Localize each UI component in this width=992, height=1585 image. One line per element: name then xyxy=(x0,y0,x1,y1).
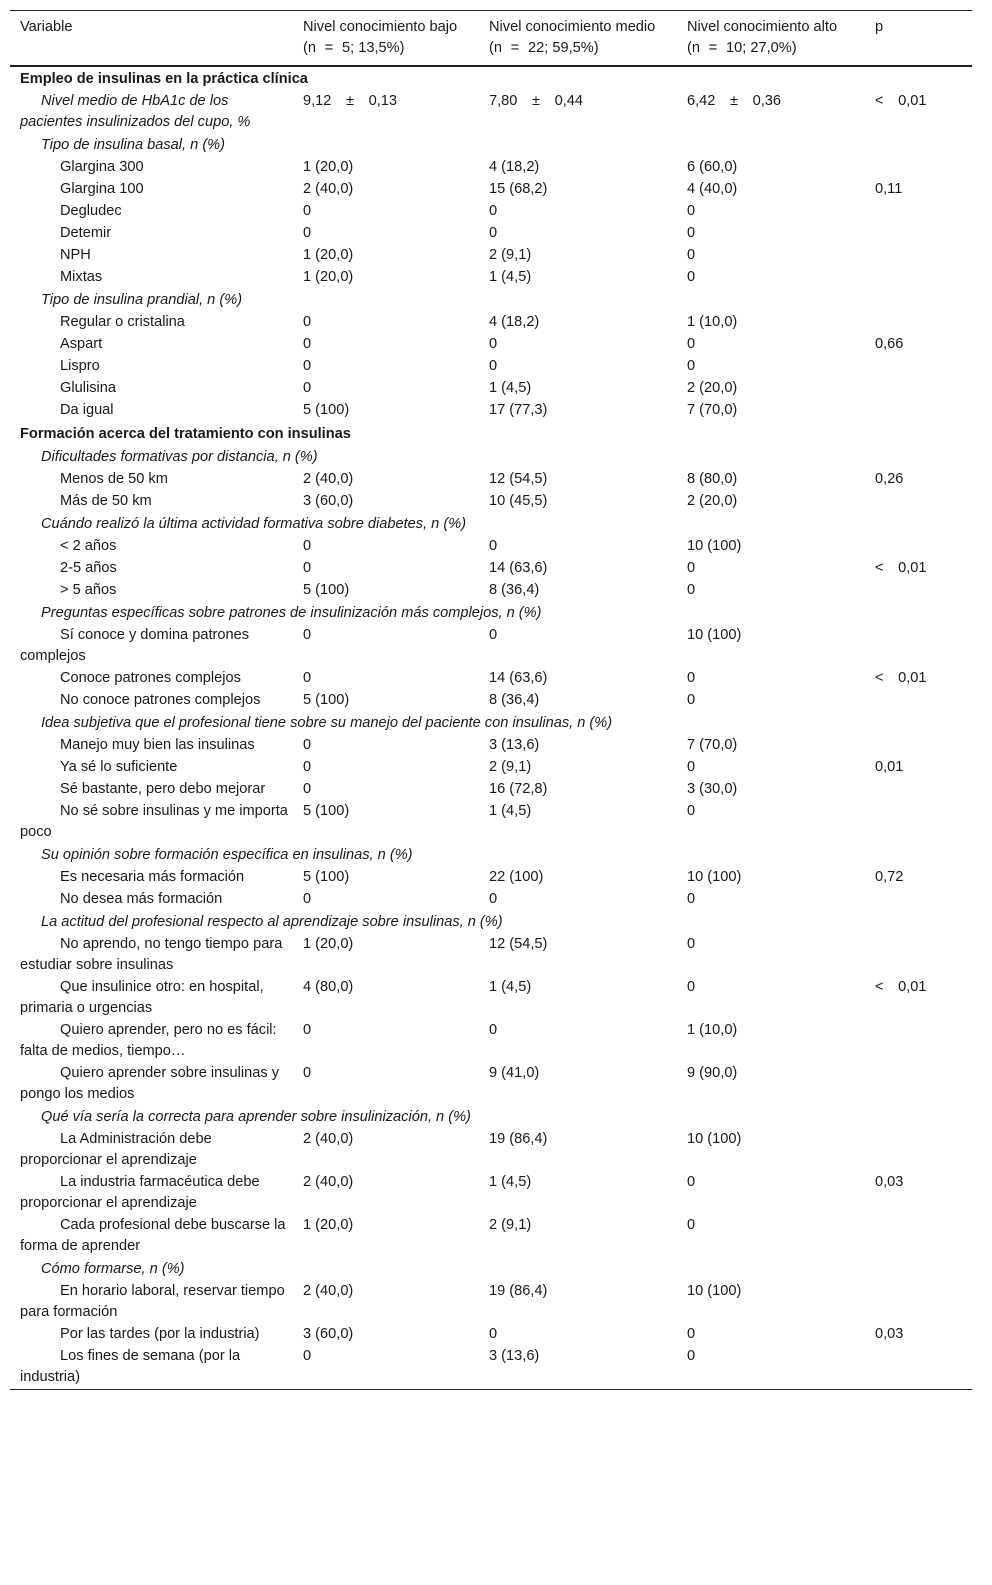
row-label: No conoce patrones complejos xyxy=(60,692,261,708)
cell-nivel-alto: 2 (20,0) xyxy=(687,493,738,509)
cell-nivel-alto: 0 xyxy=(687,670,696,686)
cell-nivel-alto: 7 (70,0) xyxy=(687,737,738,753)
cell-p-value: < 0,01 xyxy=(875,560,927,576)
cell-nivel-medio: 4 (18,2) xyxy=(489,314,540,330)
cell-p-value xyxy=(865,536,972,558)
row-label: Es necesaria más formación xyxy=(60,869,245,885)
cell-nivel-bajo: 0 xyxy=(303,891,312,907)
row-label: Por las tardes (por la industria) xyxy=(60,1326,260,1342)
cell-nivel-medio: 1 (4,5) xyxy=(489,269,532,285)
row-label: < 2 años xyxy=(60,538,117,554)
insulin-knowledge-table xyxy=(10,10,972,1390)
cell-nivel-bajo: 0 xyxy=(303,627,312,643)
row-label: Los fines de semana (por la industria) xyxy=(20,1348,241,1385)
cell-nivel-bajo: 2 (40,0) xyxy=(303,181,354,197)
cell-nivel-medio: 0 xyxy=(489,627,498,643)
table-row xyxy=(10,1324,972,1346)
cell-nivel-medio: 0 xyxy=(489,225,498,241)
cell-p-value xyxy=(865,1020,972,1063)
cell-nivel-medio: 1 (4,5) xyxy=(489,979,532,995)
cell-nivel-medio: 0 xyxy=(489,336,498,352)
cell-p-value xyxy=(865,1129,972,1172)
cell-nivel-bajo: 1 (20,0) xyxy=(303,269,354,285)
row-label: No sé sobre insulinas y me importa poco xyxy=(20,803,288,840)
cell-nivel-alto: 6,42 ± 0,36 xyxy=(687,93,782,109)
cell-nivel-bajo: 3 (60,0) xyxy=(303,493,354,509)
group-title: Tipo de insulina prandial, n (%) xyxy=(41,292,243,308)
cell-nivel-medio: 8 (36,4) xyxy=(489,692,540,708)
table-row xyxy=(10,1215,972,1258)
cell-p-value: 0,26 xyxy=(875,471,904,487)
row-label: Nivel medio de HbA1c de los pacientes insulinizados del cupo, % xyxy=(20,93,251,130)
section-header-row xyxy=(10,66,972,91)
table-row xyxy=(10,245,972,267)
cell-nivel-alto: 10 (100) xyxy=(687,538,742,554)
row-label: Menos de 50 km xyxy=(60,471,168,487)
group-header-row xyxy=(10,712,972,735)
table-row xyxy=(10,400,972,422)
cell-nivel-alto: 7 (70,0) xyxy=(687,402,738,418)
cell-nivel-medio: 0 xyxy=(489,891,498,907)
cell-p-value xyxy=(865,201,972,223)
table-row xyxy=(10,267,972,289)
cell-nivel-bajo: 0 xyxy=(303,336,312,352)
cell-nivel-medio: 0 xyxy=(489,358,498,374)
row-label: No aprendo, no tengo tiempo para estudiar sobre insulinas xyxy=(20,936,283,973)
row-label: Quiero aprender, pero no es fácil: falta de medios, tiempo… xyxy=(20,1022,277,1059)
table-row xyxy=(10,157,972,179)
cell-nivel-medio: 7,80 ± 0,44 xyxy=(489,93,584,109)
cell-nivel-bajo: 0 xyxy=(303,781,312,797)
row-label: Sí conoce y domina patrones complejos xyxy=(20,627,250,664)
cell-p-value xyxy=(865,625,972,668)
cell-nivel-alto: 10 (100) xyxy=(687,869,742,885)
table-row xyxy=(10,1063,972,1106)
cell-nivel-medio: 19 (86,4) xyxy=(489,1283,548,1299)
group-header-row xyxy=(10,1258,972,1281)
header-p: p xyxy=(875,19,884,35)
cell-p-value: 0,66 xyxy=(875,336,904,352)
cell-nivel-medio: 10 (45,5) xyxy=(489,493,548,509)
table-row xyxy=(10,91,972,134)
cell-nivel-alto: 0 xyxy=(687,336,696,352)
table-row xyxy=(10,977,972,1020)
cell-p-value: 0,03 xyxy=(875,1174,904,1190)
cell-nivel-alto: 0 xyxy=(687,225,696,241)
cell-nivel-bajo: 1 (20,0) xyxy=(303,936,354,952)
table-row xyxy=(10,201,972,223)
cell-nivel-alto: 10 (100) xyxy=(687,1131,742,1147)
cell-nivel-medio: 3 (13,6) xyxy=(489,737,540,753)
row-label: Manejo muy bien las insulinas xyxy=(60,737,255,753)
cell-p-value xyxy=(865,356,972,378)
cell-nivel-medio: 0 xyxy=(489,1326,498,1342)
cell-nivel-alto: 0 xyxy=(687,1326,696,1342)
group-title: La actitud del profesional respecto al aprendizaje sobre insulinas, n (%) xyxy=(41,914,503,930)
cell-nivel-bajo: 5 (100) xyxy=(303,402,350,418)
cell-p-value xyxy=(865,267,972,289)
cell-nivel-alto: 0 xyxy=(687,936,696,952)
cell-nivel-bajo: 1 (20,0) xyxy=(303,1217,354,1233)
cell-nivel-bajo: 9,12 ± 0,13 xyxy=(303,93,398,109)
cell-nivel-bajo: 0 xyxy=(303,538,312,554)
row-label: Lispro xyxy=(60,358,100,374)
group-header-row xyxy=(10,911,972,934)
cell-p-value: 0,03 xyxy=(875,1326,904,1342)
cell-nivel-bajo: 5 (100) xyxy=(303,869,350,885)
cell-nivel-medio: 1 (4,5) xyxy=(489,1174,532,1190)
cell-nivel-alto: 0 xyxy=(687,269,696,285)
table-row xyxy=(10,757,972,779)
cell-nivel-medio: 9 (41,0) xyxy=(489,1065,540,1081)
cell-nivel-medio: 0 xyxy=(489,1022,498,1038)
row-label: Más de 50 km xyxy=(60,493,152,509)
table-row xyxy=(10,491,972,513)
cell-nivel-bajo: 1 (20,0) xyxy=(303,247,354,263)
cell-p-value xyxy=(865,1346,972,1390)
cell-nivel-bajo: 0 xyxy=(303,670,312,686)
cell-nivel-bajo: 0 xyxy=(303,358,312,374)
cell-nivel-medio: 2 (9,1) xyxy=(489,1217,532,1233)
cell-nivel-medio: 0 xyxy=(489,203,498,219)
row-label: Glargina 100 xyxy=(60,181,144,197)
cell-nivel-bajo: 0 xyxy=(303,203,312,219)
cell-nivel-bajo: 5 (100) xyxy=(303,803,350,819)
cell-nivel-alto: 0 xyxy=(687,582,696,598)
group-header-row xyxy=(10,844,972,867)
cell-nivel-medio: 14 (63,6) xyxy=(489,670,548,686)
cell-p-value: 0,01 xyxy=(875,759,904,775)
cell-nivel-alto: 2 (20,0) xyxy=(687,380,738,396)
section-title: Empleo de insulinas en la práctica clínica xyxy=(20,71,308,87)
group-header-row xyxy=(10,134,972,157)
table-header xyxy=(10,11,972,67)
cell-p-value xyxy=(865,378,972,400)
cell-nivel-bajo: 0 xyxy=(303,380,312,396)
table-row xyxy=(10,934,972,977)
cell-p-value xyxy=(865,580,972,602)
table-row xyxy=(10,179,972,201)
row-label: Cada profesional debe buscarse la forma de aprender xyxy=(20,1217,286,1254)
cell-nivel-medio: 4 (18,2) xyxy=(489,159,540,175)
cell-nivel-bajo: 0 xyxy=(303,1348,312,1364)
table-row xyxy=(10,889,972,911)
table-row xyxy=(10,1129,972,1172)
cell-p-value xyxy=(865,312,972,334)
cell-p-value xyxy=(865,491,972,513)
cell-nivel-bajo: 4 (80,0) xyxy=(303,979,354,995)
cell-nivel-bajo: 0 xyxy=(303,1022,312,1038)
cell-p-value: < 0,01 xyxy=(875,93,927,109)
table-row xyxy=(10,312,972,334)
cell-nivel-alto: 0 xyxy=(687,692,696,708)
group-title: Dificultades formativas por distancia, n (%) xyxy=(41,449,318,465)
table-row xyxy=(10,690,972,712)
row-label: > 5 años xyxy=(60,582,117,598)
group-title: Cómo formarse, n (%) xyxy=(41,1261,185,1277)
cell-nivel-bajo: 2 (40,0) xyxy=(303,471,354,487)
cell-nivel-alto: 4 (40,0) xyxy=(687,181,738,197)
table-row xyxy=(10,1346,972,1390)
cell-p-value xyxy=(865,690,972,712)
table-row xyxy=(10,625,972,668)
cell-p-value: < 0,01 xyxy=(875,979,927,995)
cell-p-value xyxy=(865,735,972,757)
cell-nivel-medio: 12 (54,5) xyxy=(489,471,548,487)
table-row xyxy=(10,536,972,558)
cell-nivel-bajo: 0 xyxy=(303,225,312,241)
group-title: Idea subjetiva que el profesional tiene sobre su manejo del paciente con insulinas, n (%) xyxy=(41,715,613,731)
cell-nivel-bajo: 2 (40,0) xyxy=(303,1174,354,1190)
table-row xyxy=(10,779,972,801)
cell-nivel-medio: 8 (36,4) xyxy=(489,582,540,598)
cell-p-value xyxy=(865,223,972,245)
cell-nivel-medio: 15 (68,2) xyxy=(489,181,548,197)
cell-nivel-bajo: 5 (100) xyxy=(303,692,350,708)
table-body xyxy=(10,66,972,1390)
table-row xyxy=(10,1172,972,1215)
row-label: La Administración debe proporcionar el aprendizaje xyxy=(20,1131,212,1168)
table-row xyxy=(10,580,972,602)
cell-nivel-alto: 0 xyxy=(687,247,696,263)
cell-nivel-alto: 10 (100) xyxy=(687,1283,742,1299)
table-row xyxy=(10,867,972,889)
group-header-row xyxy=(10,602,972,625)
table-row xyxy=(10,735,972,757)
row-label: Ya sé lo suficiente xyxy=(60,759,178,775)
cell-nivel-medio: 22 (100) xyxy=(489,869,544,885)
cell-nivel-medio: 0 xyxy=(489,538,498,554)
table-row xyxy=(10,223,972,245)
row-label: No desea más formación xyxy=(60,891,223,907)
header-nivel-alto: Nivel conocimiento alto (n = 10; 27,0%) xyxy=(687,19,838,56)
cell-p-value xyxy=(865,245,972,267)
cell-nivel-medio: 17 (77,3) xyxy=(489,402,548,418)
section-header-row xyxy=(10,422,972,446)
header-row xyxy=(10,11,972,67)
cell-p-value xyxy=(865,934,972,977)
cell-nivel-alto: 8 (80,0) xyxy=(687,471,738,487)
table-row xyxy=(10,1281,972,1324)
cell-nivel-bajo: 0 xyxy=(303,737,312,753)
table-row xyxy=(10,378,972,400)
cell-nivel-bajo: 0 xyxy=(303,314,312,330)
cell-p-value xyxy=(865,1281,972,1324)
cell-p-value xyxy=(865,1215,972,1258)
table-row xyxy=(10,668,972,690)
cell-nivel-alto: 0 xyxy=(687,203,696,219)
cell-nivel-bajo: 2 (40,0) xyxy=(303,1283,354,1299)
cell-p-value xyxy=(865,779,972,801)
row-label: Que insulinice otro: en hospital, primaria o urgencias xyxy=(20,979,264,1016)
cell-nivel-medio: 19 (86,4) xyxy=(489,1131,548,1147)
cell-nivel-bajo: 0 xyxy=(303,1065,312,1081)
group-title: Preguntas específicas sobre patrones de insulinización más complejos, n (%) xyxy=(41,605,542,621)
row-label: 2-5 años xyxy=(60,560,117,576)
header-variable: Variable xyxy=(20,19,73,35)
row-label: La industria farmacéutica debe proporcionar el aprendizaje xyxy=(20,1174,260,1211)
row-label: En horario laboral, reservar tiempo para formación xyxy=(20,1283,285,1320)
cell-nivel-alto: 0 xyxy=(687,560,696,576)
cell-nivel-medio: 16 (72,8) xyxy=(489,781,548,797)
row-label: Aspart xyxy=(60,336,103,352)
group-title: Qué vía sería la correcta para aprender sobre insulinización, n (%) xyxy=(41,1109,471,1125)
cell-nivel-bajo: 5 (100) xyxy=(303,582,350,598)
cell-nivel-medio: 2 (9,1) xyxy=(489,247,532,263)
cell-nivel-alto: 0 xyxy=(687,358,696,374)
cell-p-value: < 0,01 xyxy=(875,670,927,686)
group-header-row xyxy=(10,446,972,469)
cell-nivel-bajo: 0 xyxy=(303,560,312,576)
cell-nivel-bajo: 0 xyxy=(303,759,312,775)
row-label: Glulisina xyxy=(60,380,116,396)
group-title: Cuándo realizó la última actividad formativa sobre diabetes, n (%) xyxy=(41,516,467,532)
cell-p-value xyxy=(865,889,972,911)
cell-p-value: 0,11 xyxy=(875,181,903,197)
table-row xyxy=(10,356,972,378)
cell-nivel-alto: 9 (90,0) xyxy=(687,1065,738,1081)
group-header-row xyxy=(10,1106,972,1129)
cell-p-value xyxy=(865,157,972,179)
row-label: Glargina 300 xyxy=(60,159,144,175)
row-label: NPH xyxy=(60,247,91,263)
cell-nivel-medio: 1 (4,5) xyxy=(489,803,532,819)
group-header-row xyxy=(10,289,972,312)
table-row xyxy=(10,334,972,356)
cell-nivel-medio: 12 (54,5) xyxy=(489,936,548,952)
cell-nivel-bajo: 1 (20,0) xyxy=(303,159,354,175)
cell-nivel-alto: 0 xyxy=(687,1217,696,1233)
cell-nivel-medio: 14 (63,6) xyxy=(489,560,548,576)
cell-nivel-bajo: 3 (60,0) xyxy=(303,1326,354,1342)
row-label: Degludec xyxy=(60,203,122,219)
cell-p-value: 0,72 xyxy=(875,869,904,885)
cell-nivel-alto: 10 (100) xyxy=(687,627,742,643)
table-row xyxy=(10,469,972,491)
row-label: Detemir xyxy=(60,225,112,241)
row-label: Quiero aprender sobre insulinas y pongo los medios xyxy=(20,1065,280,1102)
row-label: Mixtas xyxy=(60,269,103,285)
cell-nivel-alto: 0 xyxy=(687,891,696,907)
row-label: Conoce patrones complejos xyxy=(60,670,241,686)
cell-p-value xyxy=(865,400,972,422)
cell-nivel-alto: 0 xyxy=(687,803,696,819)
cell-nivel-alto: 1 (10,0) xyxy=(687,314,738,330)
row-label: Da igual xyxy=(60,402,114,418)
group-title: Tipo de insulina basal, n (%) xyxy=(41,137,226,153)
section-title: Formación acerca del tratamiento con insulinas xyxy=(20,426,351,442)
row-label: Sé bastante, pero debo mejorar xyxy=(60,781,266,797)
cell-p-value xyxy=(865,1063,972,1106)
cell-nivel-alto: 0 xyxy=(687,979,696,995)
cell-nivel-medio: 3 (13,6) xyxy=(489,1348,540,1364)
header-nivel-bajo: Nivel conocimiento bajo (n = 5; 13,5%) xyxy=(303,19,458,56)
cell-nivel-bajo: 2 (40,0) xyxy=(303,1131,354,1147)
group-title: Su opinión sobre formación específica en insulinas, n (%) xyxy=(41,847,413,863)
header-nivel-medio: Nivel conocimiento medio (n = 22; 59,5%) xyxy=(489,19,656,56)
table-row xyxy=(10,558,972,580)
table-row xyxy=(10,801,972,844)
row-label: Regular o cristalina xyxy=(60,314,185,330)
cell-nivel-alto: 0 xyxy=(687,759,696,775)
cell-nivel-alto: 6 (60,0) xyxy=(687,159,738,175)
table-row xyxy=(10,1020,972,1063)
group-header-row xyxy=(10,513,972,536)
cell-nivel-alto: 3 (30,0) xyxy=(687,781,738,797)
table-container xyxy=(10,10,972,1390)
cell-nivel-alto: 0 xyxy=(687,1348,696,1364)
cell-nivel-medio: 1 (4,5) xyxy=(489,380,532,396)
cell-nivel-alto: 0 xyxy=(687,1174,696,1190)
cell-p-value xyxy=(865,801,972,844)
cell-nivel-medio: 2 (9,1) xyxy=(489,759,532,775)
cell-nivel-alto: 1 (10,0) xyxy=(687,1022,738,1038)
